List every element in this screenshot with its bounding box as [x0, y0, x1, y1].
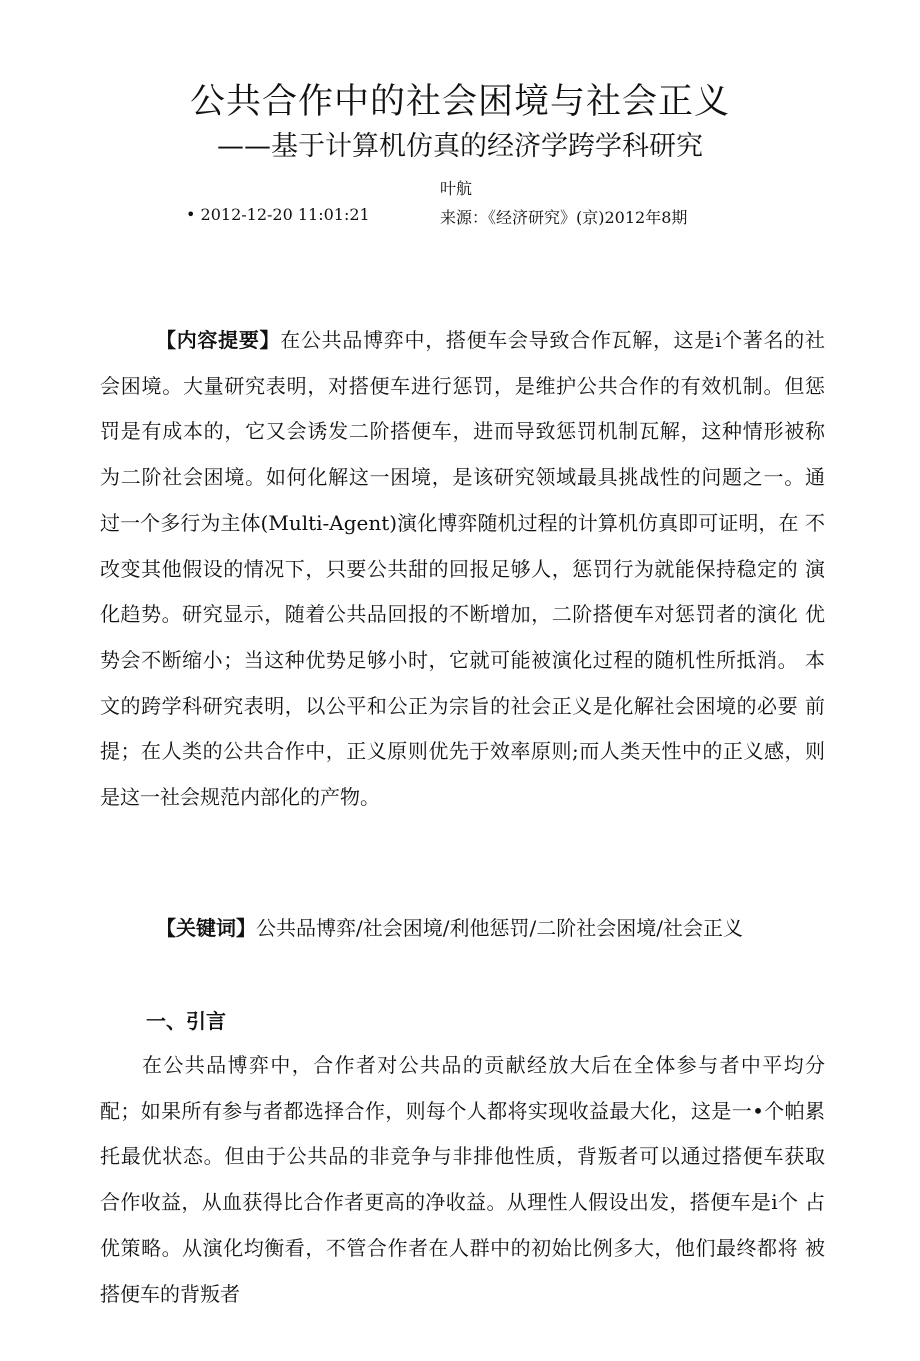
author-name: 叶航 — [440, 179, 473, 198]
abstract-paragraph — [100, 318, 825, 821]
keywords-label: 【关键词】 — [156, 916, 256, 940]
abstract-text: 在公共品博弈中，搭便车会导致合作瓦解，这是i个著名的社 会困境。大量研究表明，对搭便车进行惩罚，是维护公共合作的有效机制。但惩 罚是有成本的，它又会诱发二阶搭便车，进而导致惩罚机制瓦解，这种情形被称 为二阶社会困境。如何化解这一困境，是该研究领域最具挑战性的问题之一。通 过一个多行为主体(Multi-Agent)演化博弈随机过程的计算机仿真即可证明，在 不改变其他假设的情况下，只要公共甜的回报足够人，惩罚行为就能保持稳定的 演化趋势。研究显示，随着公共品回报的不断增加，二阶搭便车对惩罚者的演化 优势会不断缩小；当这种优势足够小时，它就可能被演化过程的随机性所抵消。 本文的跨学科研究表明，以公平和公正为宗旨的社会正义是化解社会困境的必要 前提；在人类的公共合作中，正义原则优先于效率原则;而人类天性中的正义感，则是这一社会规范内部化的产物。 — [100, 328, 826, 810]
keywords-paragraph — [100, 906, 825, 952]
source-info: 来源：《经济研究》(京)2012年8期 — [440, 208, 688, 227]
introduction-paragraph: 在公共品博弈中，合作者对公共品的贡献经放大后在全体参与者中平均分 配；如果所有参与者都选择合作，则每个人都将实现收益最大化，这是一•个帕累 托最优状态。但由于公共品的非竞争与非排他性质，背叛者可以通过搭便车获取 合作收益，从血获得比合作者更高的净收益。从理性人假设出发，搭便车是i个 占优策略。从演化均衡看，不管合作者在人群中的初始比例多大，他们最终都将 被搭便车的背叛者 — [100, 1053, 825, 1306]
section-heading-introduction: 一、引言 — [146, 1009, 226, 1033]
publish-date: • 2012-12-20 11:01:21 — [186, 205, 370, 224]
article-subtitle: ——基于计算机仿真的经济学跨学科研究 — [217, 131, 703, 162]
article-title: 公共合作中的社会困境与社会正义 — [189, 82, 730, 122]
abstract-label: 【内容提要】 — [156, 328, 281, 352]
keywords-text: 公共品博弈/社会困境/利他惩罚/二阶社会困境/社会正义 — [256, 916, 743, 940]
